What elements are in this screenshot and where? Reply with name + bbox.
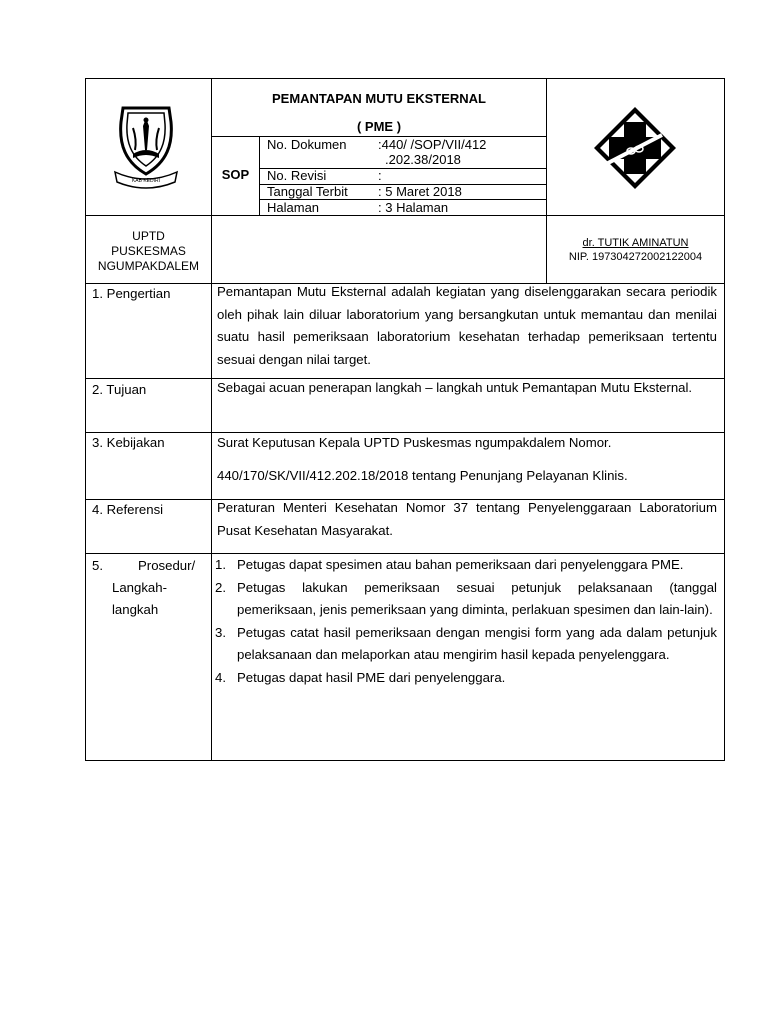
field-label-no-revisi: No. Revisi <box>267 168 327 183</box>
step-number: 3. <box>215 624 226 640</box>
step-number: 1. <box>215 557 226 572</box>
field-label-tanggal-terbit: Tanggal Terbit <box>267 184 348 199</box>
field-label-no-dokumen: No. Dokumen <box>267 137 347 152</box>
section-2-text: Sebagai acuan penerapan langkah – langkah untuk Pemantapan Mutu Eksternal. <box>217 380 693 395</box>
org-line3: NGUMPAKDALEM <box>97 259 200 273</box>
section-4-label: 4. Referensi <box>92 502 164 517</box>
sop-label: SOP <box>221 167 250 182</box>
field-label-halaman: Halaman <box>267 200 320 215</box>
step-text: Petugas catat hasil pemeriksaan dengan mengisi form yang ada dalam petunjuk pelaksanaan dan melaporkan atau mengirim hasil kepada penyelenggara. <box>237 624 717 662</box>
step-text: Petugas dapat hasil PME dari penyelenggara. <box>237 669 506 685</box>
step-number: 4. <box>215 669 226 685</box>
field-value-halaman: : 3 Halaman <box>378 200 449 215</box>
field-value-no-revisi: : <box>378 168 382 183</box>
puskesmas-cross-logo-icon <box>592 105 678 191</box>
section-3-label: 3. Kebijakan <box>92 435 165 450</box>
document-title: PEMANTAPAN MUTU EKSTERNAL <box>271 91 486 106</box>
section-1-label: 1. Pengertian <box>92 286 171 301</box>
org-line1: UPTD <box>132 229 165 243</box>
signatory-nip: NIP. 197304272002122004 <box>568 251 703 263</box>
section-5-label-langkah: Langkah- <box>112 580 167 595</box>
field-value-tanggal-terbit: : 5 Maret 2018 <box>378 184 462 199</box>
section-3-line2: 440/170/SK/VII/412.202.18/2018 tentang Penunjang Pelayanan Klinis. <box>217 468 628 483</box>
signatory-name: dr. TUTIK AMINATUN <box>582 237 689 249</box>
procedure-step <box>213 577 717 622</box>
procedure-step <box>213 554 717 577</box>
step-number: 2. <box>215 579 226 595</box>
kabupaten-emblem-icon <box>111 102 181 190</box>
org-line2: PUSKESMAS <box>111 244 186 258</box>
step-text: Petugas dapat spesimen atau bahan pemeriksaan dari penyelenggara PME. <box>237 557 684 572</box>
field-value-no-dokumen-line1: :440/ /SOP/VII/412 <box>378 137 487 152</box>
section-5-label-num: 5. <box>92 558 103 573</box>
procedure-steps <box>213 554 717 689</box>
emblem-ribbon-text: KAB KEDIRI <box>131 178 161 184</box>
section-5-label-langkah-2: langkah <box>112 602 159 617</box>
section-5-label-prosedur: Prosedur/ <box>138 558 196 573</box>
section-4-text: Peraturan Menteri Kesehatan Nomor 37 tentang Penyelenggaraan Laboratorium Pusat Kesehatan Masyarakat. <box>217 500 717 538</box>
step-text: Petugas lakukan pemeriksaan sesuai petunjuk pelaksanaan (tanggal pemeriksaan, jenis pemeriksaan yang diminta, perlakuan spesimen dan lain-lain). <box>237 579 717 617</box>
procedure-step <box>213 622 717 667</box>
field-value-no-dokumen-line2: .202.38/2018 <box>385 152 461 167</box>
section-3-line1: Surat Keputusan Kepala UPTD Puskesmas ngumpakdalem Nomor. <box>217 435 612 450</box>
section-1-text: Pemantapan Mutu Eksternal adalah kegiatan yang diselenggarakan secara periodik oleh pihak lain diluar laboratorium yang bersangkutan untuk memantau dan menilai suatu hasil pemeriksaan laboratorium kesehatan terhadap pemeriksaan tertentu sesuai dengan nilai target. <box>217 284 717 367</box>
procedure-step <box>213 667 717 690</box>
blank-mid-cell <box>211 215 547 284</box>
document-subtitle: ( PME ) <box>356 119 402 134</box>
section-2-label: 2. Tujuan <box>92 382 147 397</box>
